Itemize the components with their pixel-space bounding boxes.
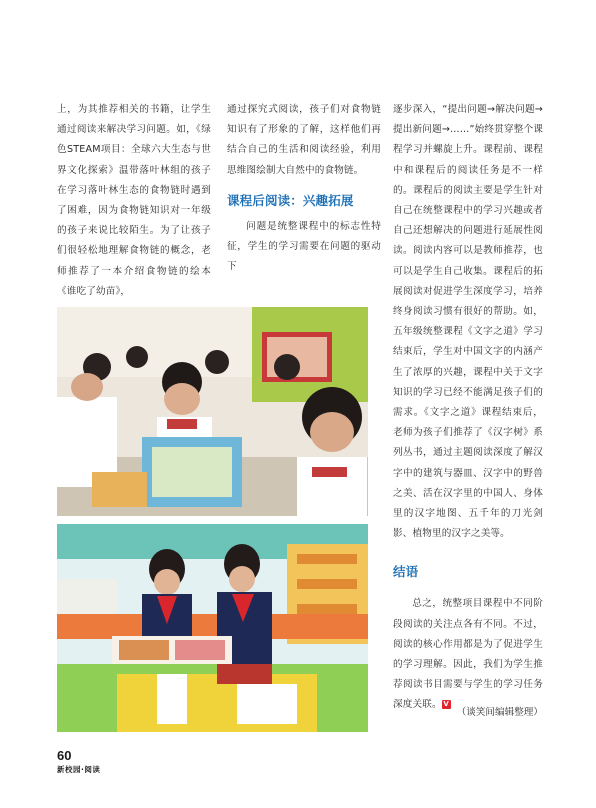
article-end-mark: V	[443, 699, 449, 708]
section-heading-conclusion: 结语	[393, 564, 419, 580]
magazine-logo: 新校园·阅读	[57, 765, 101, 774]
text-column-1	[57, 100, 211, 302]
paragraph: 问题是统整课程中的标志性特征，学生的学习需要在问题的驱动下	[227, 220, 381, 273]
text-column-3	[393, 100, 543, 716]
photo-girls-reading-library	[57, 524, 368, 732]
paragraph: 逐步深入，“提出问题→解决问题→提出新问题→……”始终贯穿整个课程学习并螺旋上升。课程前、课程中和课程后的阅读任务是不一样的。课程后的阅读主要是学生针对自己在统整课程中的学习兴趣或者自己还想解决的问题进行延展性阅读。阅读内容可以是教师推荐，也可以是学生自己收集。课程后的拓展阅读对促进学生深度学习，培养终身阅读习惯有很好的帮助。如，五年级统整课程《文字之道》学习结束后，学生对中国文字的内涵产生了浓厚的兴趣，课程中关于文字知识的学习已经不能满足孩子们的需求。《文字之道》课程结束后，老师为孩子们推荐了《汉字树》系列丛书，通过主题阅读深度了解汉字中的建筑与器皿、汉字中的野兽之美、活在汉字里的中国人、身体里的汉字地图、五千年的刀光剑影、植物里的汉字之美等。	[393, 104, 543, 540]
paragraph-conclusion	[393, 594, 543, 715]
conclusion-text: 总之，统整项目课程中不同阶段阅读的关注点各有不同。不过，阅读的核心作用都是为了促进学生的学习理解。因此，我们为学生推荐阅读书目需要与学生的学习任务深度关联。	[393, 598, 543, 711]
editor-credit: （谈笑间编辑整理）	[456, 707, 543, 718]
paragraph: 上，为其推荐相关的书籍，让学生通过阅读来解决学习问题。如，《绿色STEAM项目：全球六大生态与世界文化探索》温带落叶林组的孩子在学习落叶林生态的食物链时遇到了困难，因为食物链知识对一年级的孩子来说比较陌生。为了让孩子们很轻松地理解食物链的概念，老师推荐了一本介绍食物链的绘本《谁吃了幼苗》，	[57, 104, 211, 297]
text-column-2	[227, 100, 381, 277]
paragraph: 通过探究式阅读，孩子们对食物链知识有了形象的了解，这样他们再结合自己的生活和阅读经验，利用思维图绘制大自然中的食物链。	[227, 104, 381, 176]
section-heading-after-course-reading: 课程后阅读：兴趣拓展	[227, 192, 354, 208]
photo-students-reading-classroom	[57, 307, 368, 516]
page-number: 60	[57, 748, 72, 763]
